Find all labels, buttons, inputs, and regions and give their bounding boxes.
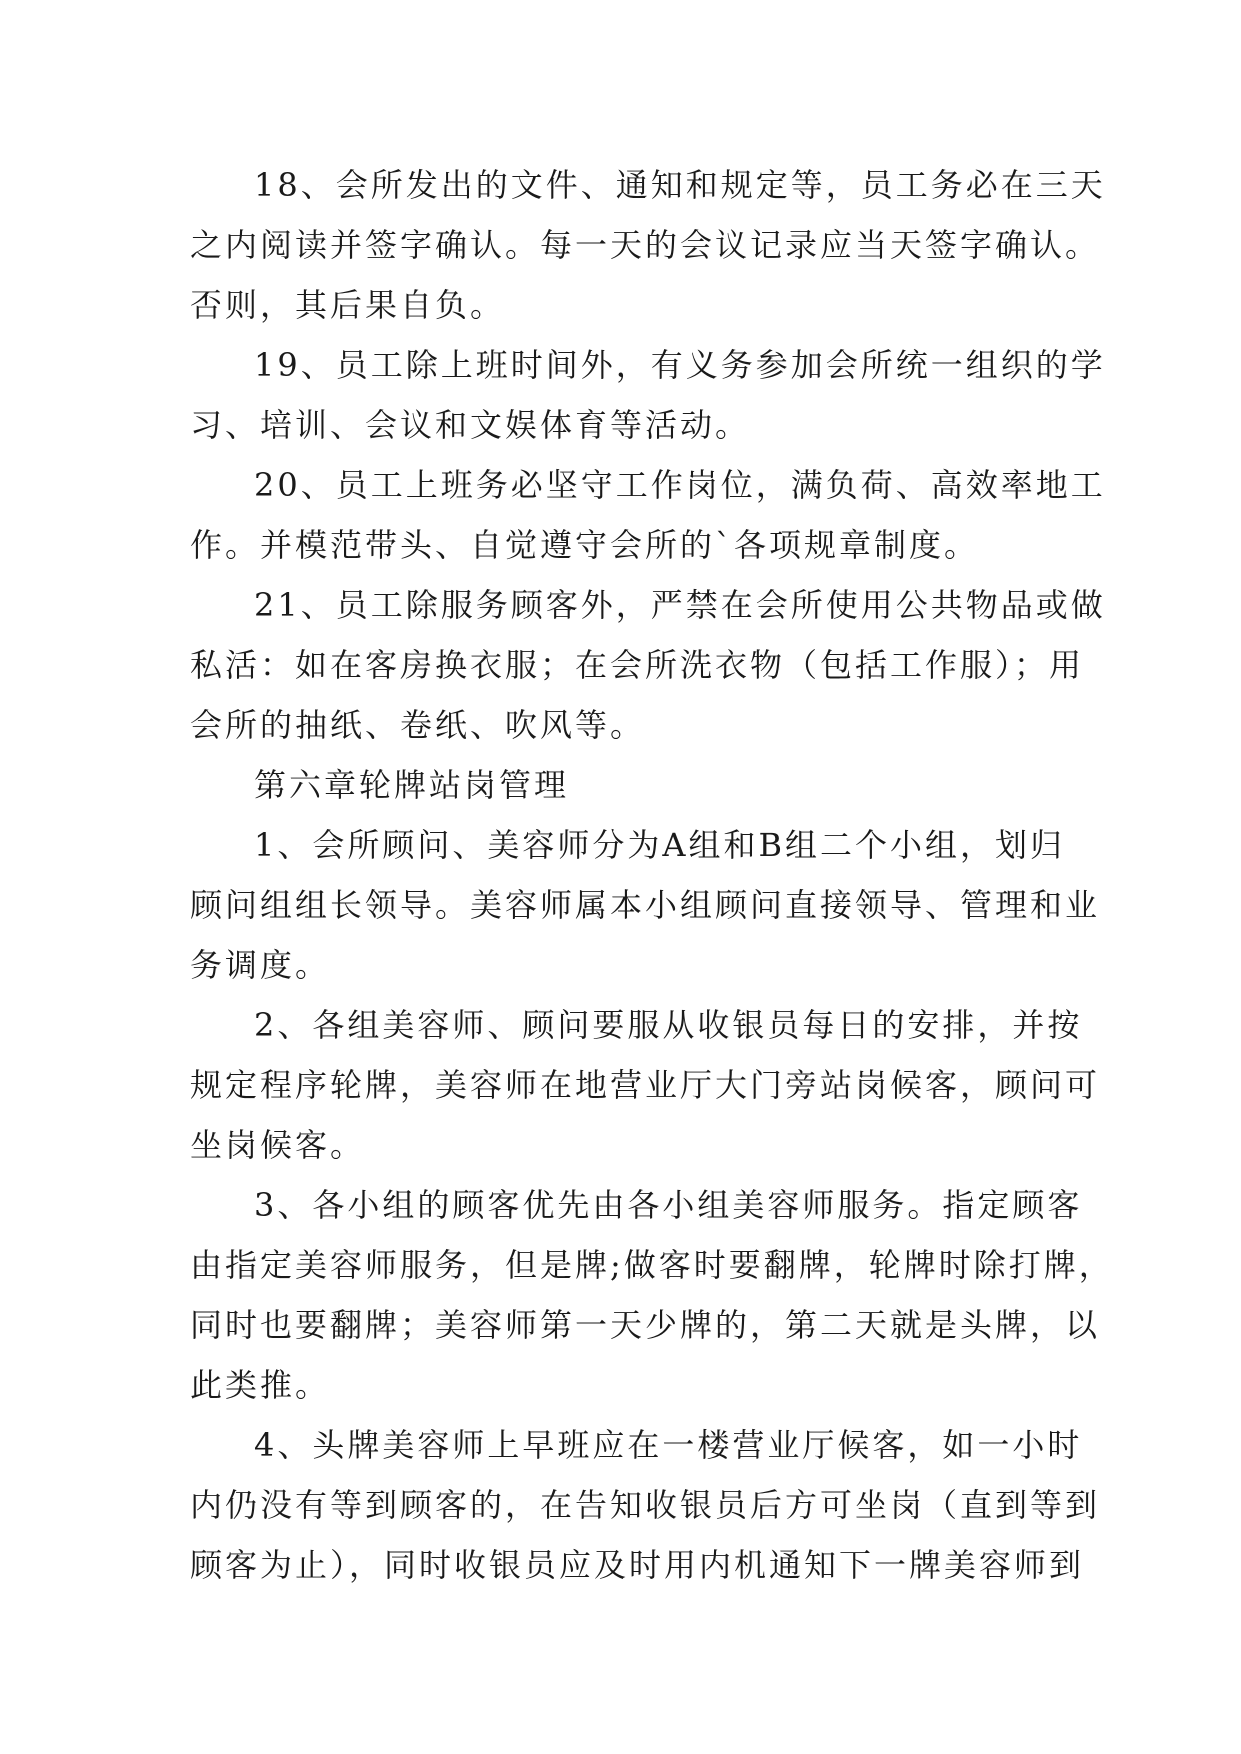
paragraph-4-line-2: 内仍没有等到顾客的，在告知收银员后方可坐岗（直到等到 — [190, 1486, 1101, 1524]
paragraph-20-line-1: 20、员工上班务必坚守工作岗位，满负荷、高效率地工 — [254, 466, 1106, 504]
document-page — [190, 155, 1114, 1595]
paragraph-2-line-2: 规定程序轮牌，美容师在地营业厅大门旁站岗候客，顾问可 — [190, 1066, 1101, 1104]
paragraph-18-line-2: 之内阅读并签字确认。每一天的会议记录应当天签字确认。 — [190, 226, 1101, 264]
paragraph-3-line-4: 此类推。 — [190, 1366, 331, 1404]
paragraph-3-line-3: 同时也要翻牌；美容师第一天少牌的，第二天就是头牌，以 — [190, 1306, 1101, 1344]
paragraph-2-line-1: 2、各组美容师、顾问要服从收银员每日的安排，并按 — [254, 1006, 1083, 1044]
paragraph-19-line-2: 习、培训、会议和文娱体育等活动。 — [190, 406, 751, 444]
paragraph-4-line-3: 顾客为止），同时收银员应及时用内机通知下一牌美容师到 — [190, 1546, 1085, 1584]
paragraph-20-line-2: 作。并模范带头、自觉遵守会所的`各项规章制度。 — [190, 526, 980, 564]
paragraph-3-line-1: 3、各小组的顾客优先由各小组美容师服务。指定顾客 — [254, 1186, 1083, 1224]
paragraph-2-line-3: 坐岗候客。 — [190, 1126, 366, 1164]
chapter-heading: 第六章轮牌站岗管理 — [254, 766, 570, 804]
paragraph-21-line-1: 21、员工除服务顾客外，严禁在会所使用公共物品或做 — [254, 586, 1106, 624]
paragraph-18-line-1: 18、会所发出的文件、通知和规定等，员工务必在三天 — [254, 166, 1106, 204]
paragraph-4-line-1: 4、头牌美容师上早班应在一楼营业厅候客，如一小时 — [254, 1426, 1083, 1464]
paragraph-21-line-2: 私活：如在客房换衣服；在会所洗衣物（包括工作服）；用 — [190, 646, 1085, 684]
paragraph-19-line-1: 19、员工除上班时间外，有义务参加会所统一组织的学 — [254, 346, 1106, 384]
paragraph-18-line-3: 否则，其后果自负。 — [190, 286, 506, 324]
paragraph-1-line-1: 1、会所顾问、美容师分为A组和B组二个小组，划归 — [254, 826, 1065, 864]
paragraph-1-line-2: 顾问组组长领导。美容师属本小组顾问直接领导、管理和业 — [190, 886, 1101, 924]
paragraph-21-line-3: 会所的抽纸、卷纸、吹风等。 — [190, 706, 646, 744]
paragraph-1-line-3: 务调度。 — [190, 946, 331, 984]
paragraph-3-line-2: 由指定美容师服务，但是牌;做客时要翻牌，轮牌时除打牌， — [190, 1246, 1114, 1284]
